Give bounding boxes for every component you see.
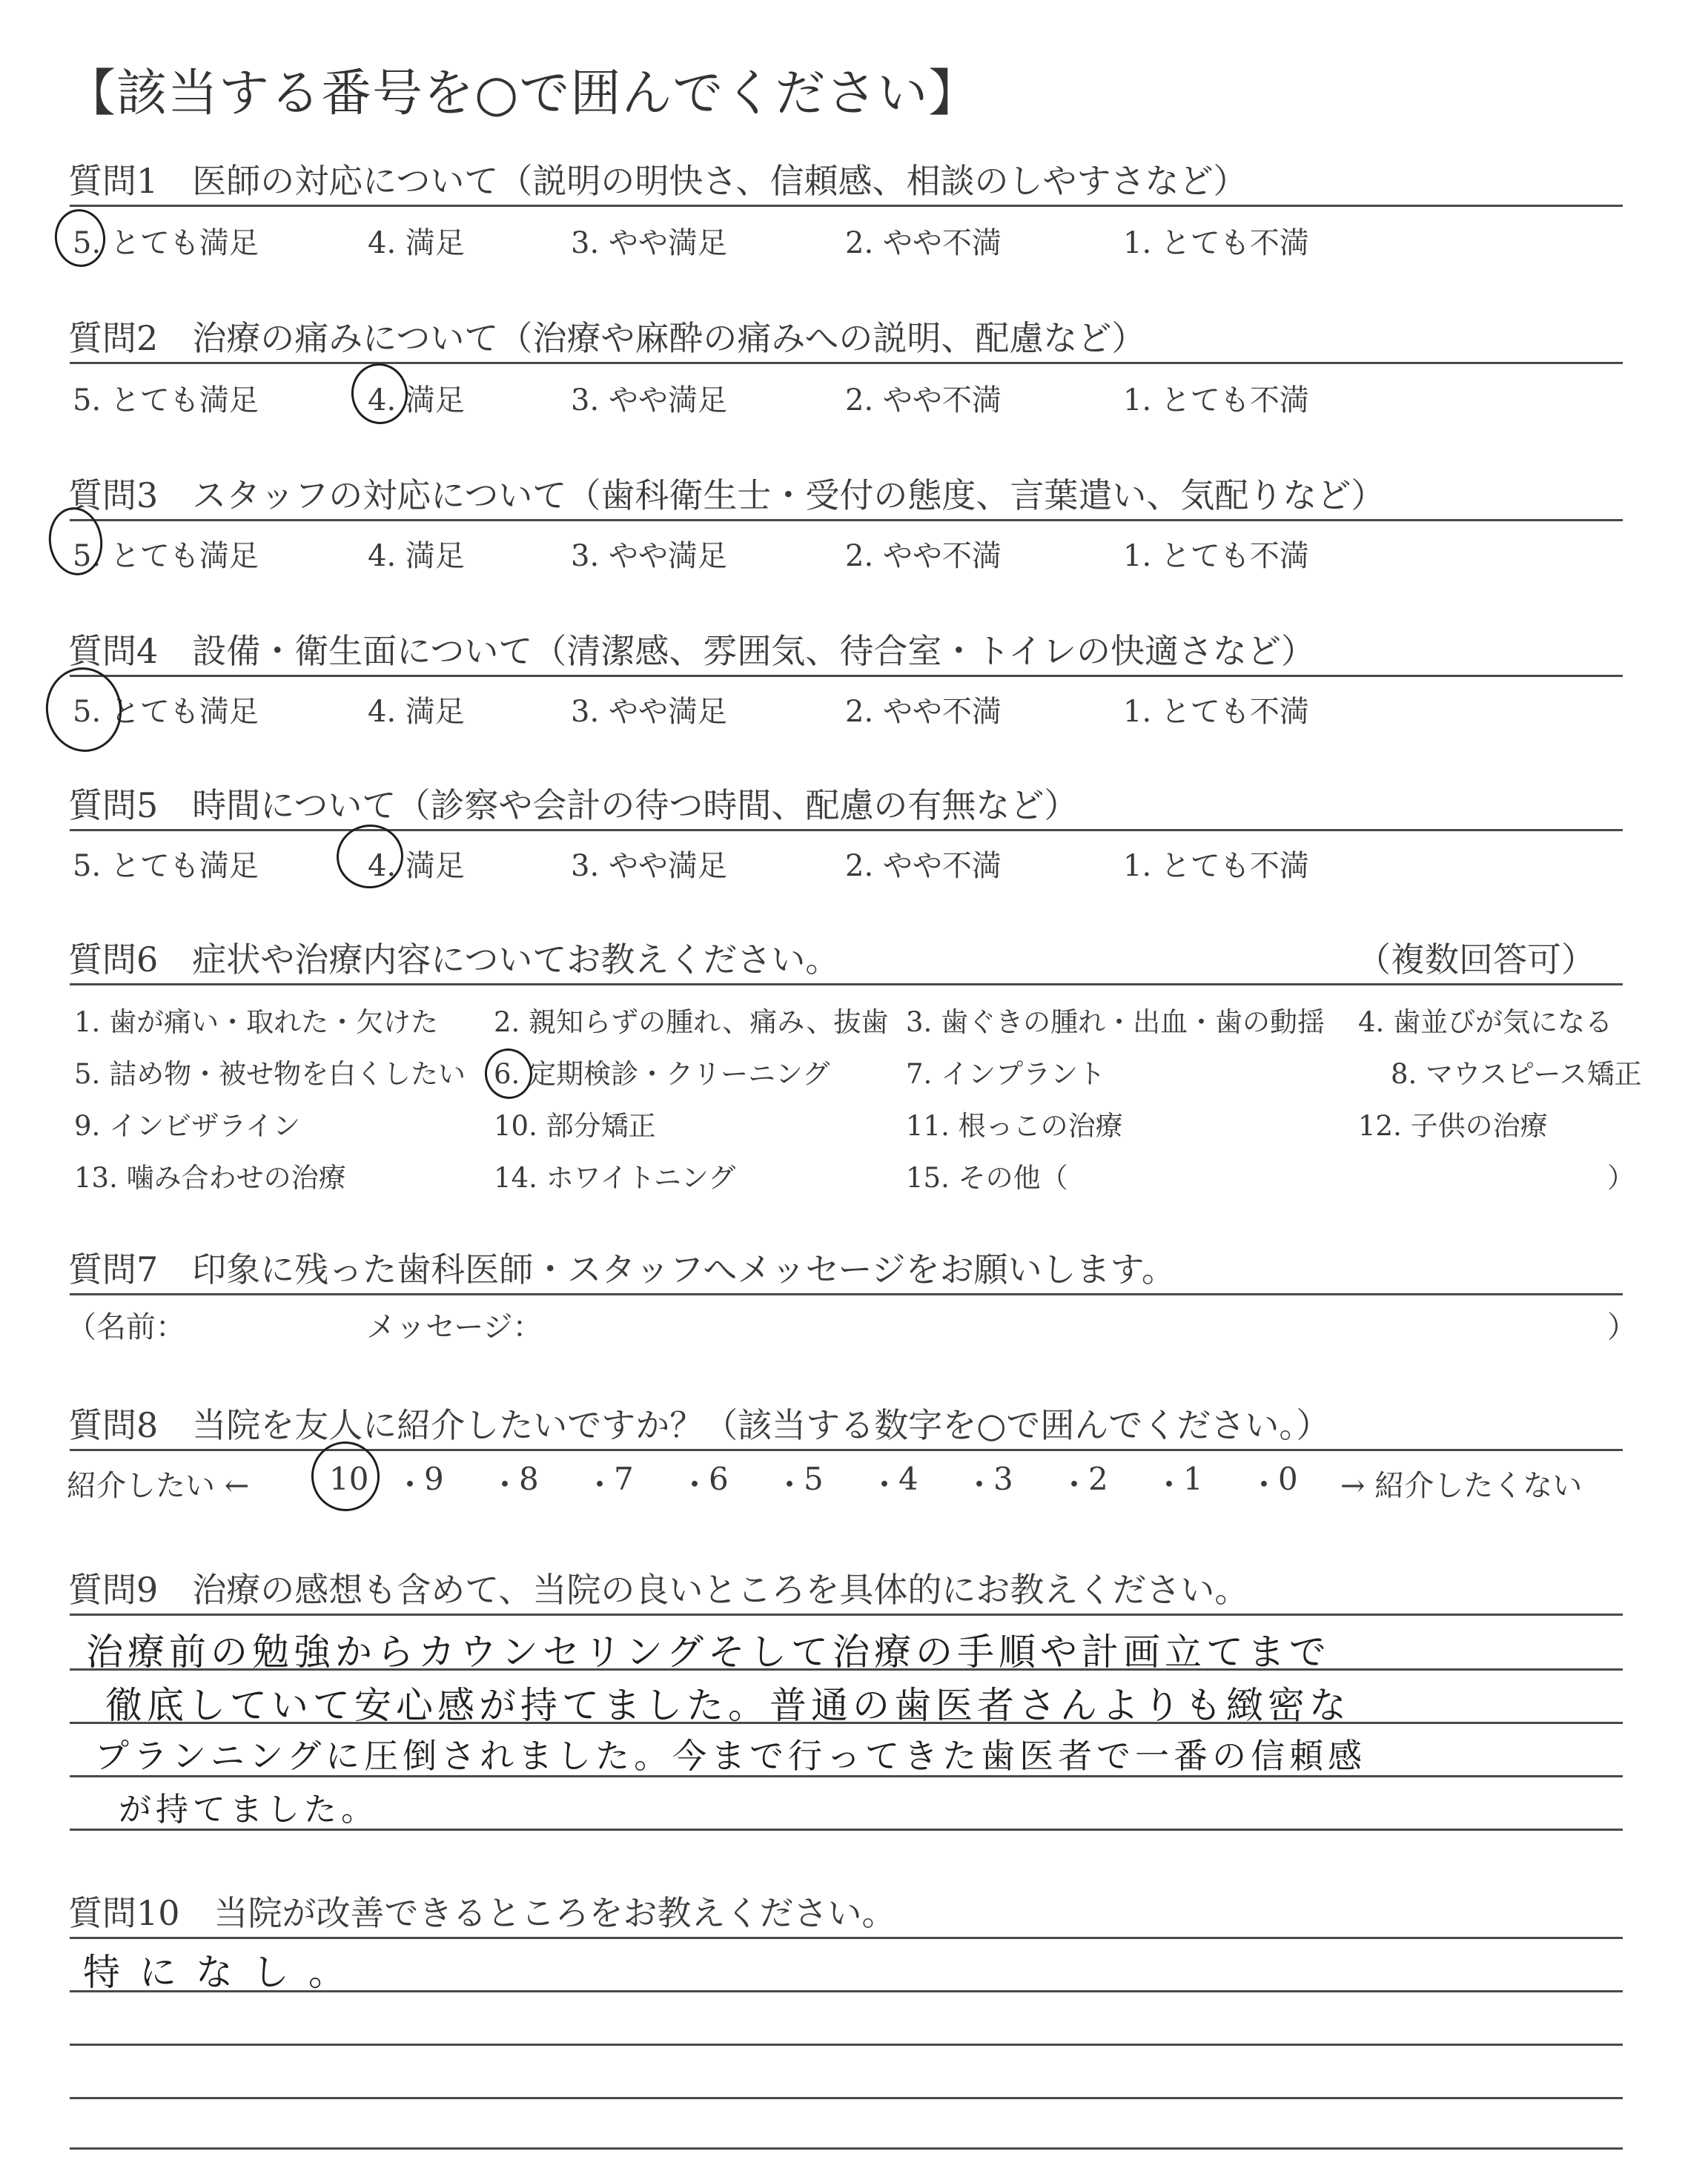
q6-option-14[interactable]: 14. ホワイトニング [494, 1162, 736, 1194]
q6-option-9[interactable]: 9. インビザライン [74, 1110, 300, 1142]
q3-option-2[interactable]: 2. やや不満 [845, 539, 1002, 573]
q3-option-4[interactable]: 4. 満足 [368, 539, 465, 573]
q4-option-4[interactable]: 4. 満足 [368, 695, 465, 729]
q1-option-5[interactable]: 5. とても満足 [73, 226, 259, 260]
q3-option-1[interactable]: 1. とても不満 [1123, 539, 1309, 573]
q8-rule [70, 1449, 1623, 1451]
q8-sep: ・ [584, 1467, 616, 1503]
q10-answer: 特になし。 [83, 1951, 365, 1994]
page-header: 【該当する番号を○で囲んでください】 [65, 65, 980, 123]
q8-sep: ・ [1248, 1467, 1280, 1503]
q2-option-4[interactable]: 4. 満足 [368, 383, 465, 417]
q5-option-3[interactable]: 3. やや満足 [571, 849, 727, 883]
q9-title: 質問9 治療の感想も含めて、当院の良いところを具体的にお教えください。 [68, 1570, 1249, 1610]
q5-option-1[interactable]: 1. とても不満 [1123, 849, 1309, 883]
q8-value-2[interactable]: 2 [1088, 1461, 1108, 1497]
q4-rule [70, 675, 1623, 677]
q6-option-13[interactable]: 13. 噛み合わせの治療 [74, 1162, 346, 1194]
q8-value-1[interactable]: 1 [1183, 1461, 1203, 1497]
q8-value-3[interactable]: 3 [993, 1461, 1013, 1497]
q6-note: （複数回答可） [1357, 939, 1595, 980]
q6-option-12[interactable]: 12. 子供の治療 [1358, 1110, 1548, 1142]
q6-title: 質問6 症状や治療内容についてお教えください。 [68, 939, 840, 980]
q7-message-label: メッセージ： [366, 1310, 543, 1344]
q3-option-3[interactable]: 3. やや満足 [571, 539, 727, 573]
q8-value-4[interactable]: 4 [898, 1461, 918, 1497]
q8-sep: ・ [679, 1467, 711, 1503]
q6-rule [70, 983, 1623, 985]
q9-answer-line-3: プランニングに圧倒されました。今まで行ってきた歯医者で一番の信頼感 [95, 1736, 1367, 1776]
q8-value-6[interactable]: 6 [709, 1461, 729, 1497]
q1-option-2[interactable]: 2. やや不満 [845, 226, 1002, 260]
q8-sep: ・ [489, 1467, 521, 1503]
q8-title: 質問8 当院を友人に紹介したいですか？（該当する数字を○で囲んでください。） [68, 1405, 1331, 1445]
q8-sep: ・ [869, 1467, 901, 1503]
q6-option-10[interactable]: 10. 部分矯正 [494, 1110, 656, 1142]
q9-answer-line-2: 徹底していて安心感が持てました。普通の歯医者さんよりも緻密な [105, 1684, 1351, 1727]
q2-rule [70, 362, 1623, 364]
q3-option-5[interactable]: 5. とても満足 [73, 539, 259, 573]
q2-title: 質問2 治療の痛みについて（治療や麻酔の痛みへの説明、配慮など） [68, 318, 1146, 358]
q1-title: 質問1 医師の対応について（説明の明快さ、信頼感、相談のしやすさなど） [68, 161, 1248, 201]
q8-left-label: 紹介したい ← [67, 1469, 250, 1503]
q6-option-4[interactable]: 4. 歯並びが気になる [1358, 1006, 1613, 1038]
q8-scale [329, 1461, 1323, 1505]
q7-close: ） [1607, 1310, 1637, 1344]
q6-option-15-close: ） [1607, 1162, 1635, 1194]
q3-rule [70, 519, 1623, 521]
q5-option-4[interactable]: 4. 満足 [368, 849, 465, 883]
q4-option-3[interactable]: 3. やや満足 [571, 695, 727, 729]
q8-value-0[interactable]: 0 [1278, 1461, 1298, 1497]
q8-sep: ・ [964, 1467, 996, 1503]
q6-option-11[interactable]: 11. 根っこの治療 [906, 1110, 1123, 1142]
q10-rule-4 [70, 2147, 1623, 2150]
q6-option-5[interactable]: 5. 詰め物・被せ物を白くしたい [74, 1058, 466, 1090]
q8-sep: ・ [1059, 1467, 1090, 1503]
q7-title: 質問7 印象に残った歯科医師・スタッフへメッセージをお願いします。 [68, 1249, 1176, 1289]
q10-rule-2 [70, 2044, 1623, 2046]
q2-option-2[interactable]: 2. やや不満 [845, 383, 1002, 417]
q8-right-label: → 紹介したくない [1340, 1469, 1583, 1503]
q10-rule-0 [70, 1937, 1623, 1939]
q7-name-label: （名前： [67, 1310, 185, 1344]
q10-title: 質問10 当院が改善できるところをお教えください。 [68, 1893, 896, 1933]
q9-rule-0 [70, 1614, 1623, 1616]
q2-option-3[interactable]: 3. やや満足 [571, 383, 727, 417]
q4-option-5[interactable]: 5. とても満足 [73, 695, 259, 729]
q6-option-6[interactable]: 6. 定期検診・クリーニング [494, 1058, 830, 1090]
q9-answer-line-4: が持てました。 [119, 1791, 378, 1829]
q2-option-1[interactable]: 1. とても不満 [1123, 383, 1309, 417]
q9-answer-line-1: 治療前の勉強からカウンセリングそして治療の手順や計画立てまで [86, 1631, 1331, 1674]
q5-title: 質問5 時間について（診察や会計の待つ時間、配慮の有無など） [68, 785, 1079, 825]
q6-option-1[interactable]: 1. 歯が痛い・取れた・欠けた [74, 1006, 439, 1038]
q4-title: 質問4 設備・衛生面について（清潔感、雰囲気、待合室・トイレの快適さなど） [68, 631, 1316, 671]
q2-option-5[interactable]: 5. とても満足 [73, 383, 259, 417]
q6-option-2[interactable]: 2. 親知らずの腫れ、痛み、抜歯 [494, 1006, 889, 1038]
q1-option-3[interactable]: 3. やや満足 [571, 226, 727, 260]
q1-option-4[interactable]: 4. 満足 [368, 226, 465, 260]
q6-option-7[interactable]: 7. インプラント [906, 1058, 1106, 1090]
q5-option-5[interactable]: 5. とても満足 [73, 849, 259, 883]
q6-option-3[interactable]: 3. 歯ぐきの腫れ・出血・歯の動揺 [906, 1006, 1325, 1038]
q8-value-9[interactable]: 9 [424, 1461, 444, 1497]
q1-rule [70, 205, 1623, 207]
q5-rule [70, 829, 1623, 831]
q4-option-2[interactable]: 2. やや不満 [845, 695, 1002, 729]
q8-value-8[interactable]: 8 [519, 1461, 539, 1497]
q8-value-7[interactable]: 7 [614, 1461, 634, 1497]
q7-rule [70, 1293, 1623, 1295]
q8-value-10[interactable]: 10 [329, 1461, 369, 1497]
q1-option-1[interactable]: 1. とても不満 [1123, 226, 1309, 260]
q8-sep: ・ [774, 1467, 806, 1503]
q10-rule-3 [70, 2097, 1623, 2099]
q8-sep: ・ [1153, 1467, 1185, 1503]
q8-value-5[interactable]: 5 [804, 1461, 824, 1497]
q6-option-15[interactable]: 15. その他（ [906, 1162, 1068, 1194]
q6-option-8[interactable]: 8. マウスピース矯正 [1391, 1058, 1642, 1090]
q5-option-2[interactable]: 2. やや不満 [845, 849, 1002, 883]
q4-option-1[interactable]: 1. とても不満 [1123, 695, 1309, 729]
q8-sep: ・ [394, 1467, 426, 1503]
q3-title: 質問3 スタッフの対応について（歯科衛生士・受付の態度、言葉遣い、気配りなど） [68, 475, 1386, 515]
